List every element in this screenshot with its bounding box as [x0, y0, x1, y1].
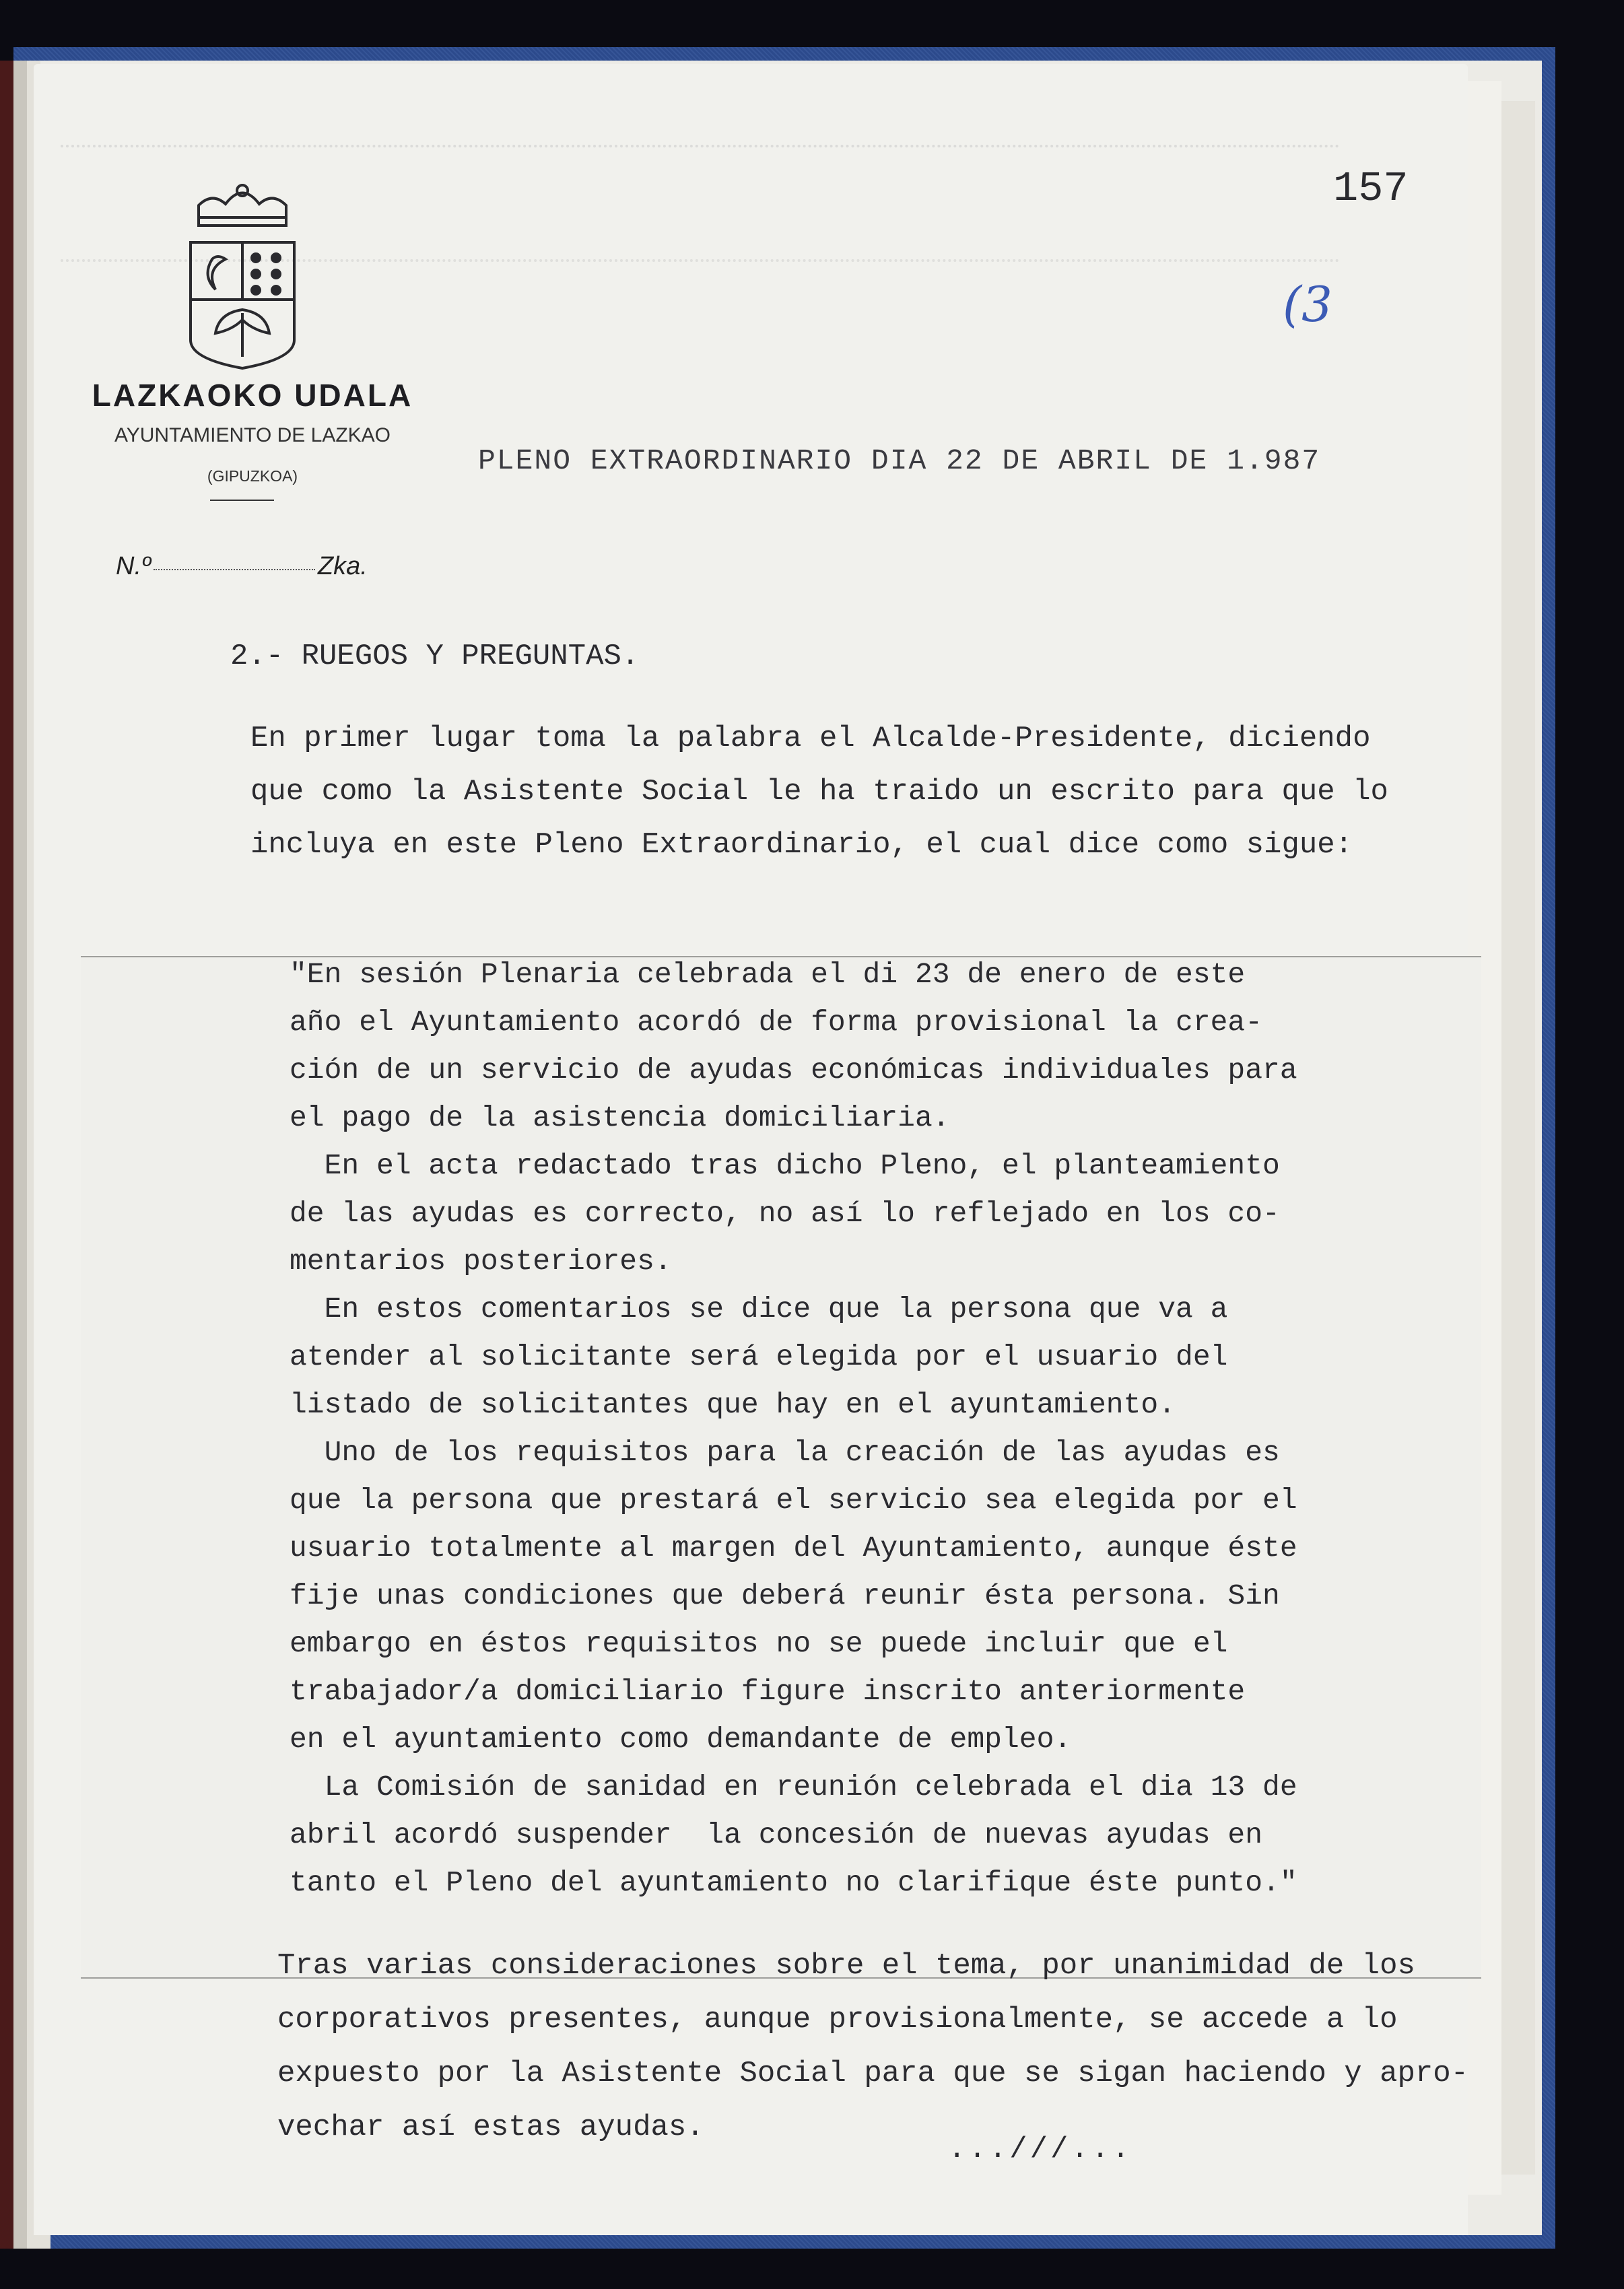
- letterhead-divider: [210, 500, 274, 501]
- org-name: LAZKAOKO UDALA: [92, 378, 413, 413]
- ref-prefix: N.º: [116, 552, 151, 580]
- coat-of-arms-icon: [178, 178, 306, 374]
- ref-dotted-blank: [154, 569, 315, 570]
- section-title: 2.- RUEGOS Y PREGUNTAS.: [230, 640, 640, 673]
- org-province: (GIPUZKOA): [207, 467, 298, 485]
- session-heading: PLENO EXTRAORDINARIO DIA 22 DE ABRIL DE 1.987: [478, 444, 1321, 477]
- intro-paragraph: En primer lugar toma la palabra el Alcalde-Presidente, diciendo que como la Asistente Social le ha traido un escrito para que lo incluya en este Pleno Extraordinario, el cual dice como sigue:: [250, 722, 1388, 862]
- org-subtitle: AYUNTAMIENTO DE LAZKAO: [114, 424, 391, 446]
- quoted-letter-text: "En sesión Plenaria celebrada el di 23 de enero de este año el Ayuntamiento acordó de forma provisional la crea- ción de un servicio de ayudas económicas individuales para el pago de la asistencia domiciliaria. En el acta redactado tras dicho Pleno, el planteamiento de las ayudas es correcto, no así lo reflejado en los co- mentarios posteriores. En estos comentarios se dice que la persona que va a atender al solicitante será elegida por el usuario del listado de solicitantes que hay en el ayuntamiento. Uno de los requisitos para la creación de las ayudas es que la persona que prestará el servicio sea elegida por el usuario totalmente al margen del Ayuntamiento, aunque éste fije unas condiciones que deberá reunir ésta persona. Sin embargo en éstos requisitos no se puede incluir que el trabajador/a domiciliario figure inscrito anteriormente en el ayuntamiento como demandante de empleo. La Comisión de sanidad en reunión celebrada el dia 13 de abril acordó suspender la concesión de nuevas ayudas en tanto el Pleno del ayuntamiento no clarifique éste punto.": [290, 958, 1297, 1899]
- pencil-annotation: (3: [1283, 276, 1332, 333]
- show-through-dots: [61, 145, 1340, 154]
- continuation-mark: ...///...: [948, 2133, 1132, 2166]
- page-number: 157: [1333, 165, 1409, 213]
- reference-number-line: [116, 552, 368, 581]
- ref-suffix: Zka.: [317, 552, 368, 580]
- conclusion-paragraph: Tras varias consideraciones sobre el tema, por unanimidad de los corporativos presentes, aunque provisionalmente, se accede a lo expuesto por la Asistente Social para que se sigan haciendo y apro- vechar así estas ayudas.: [277, 1949, 1469, 2144]
